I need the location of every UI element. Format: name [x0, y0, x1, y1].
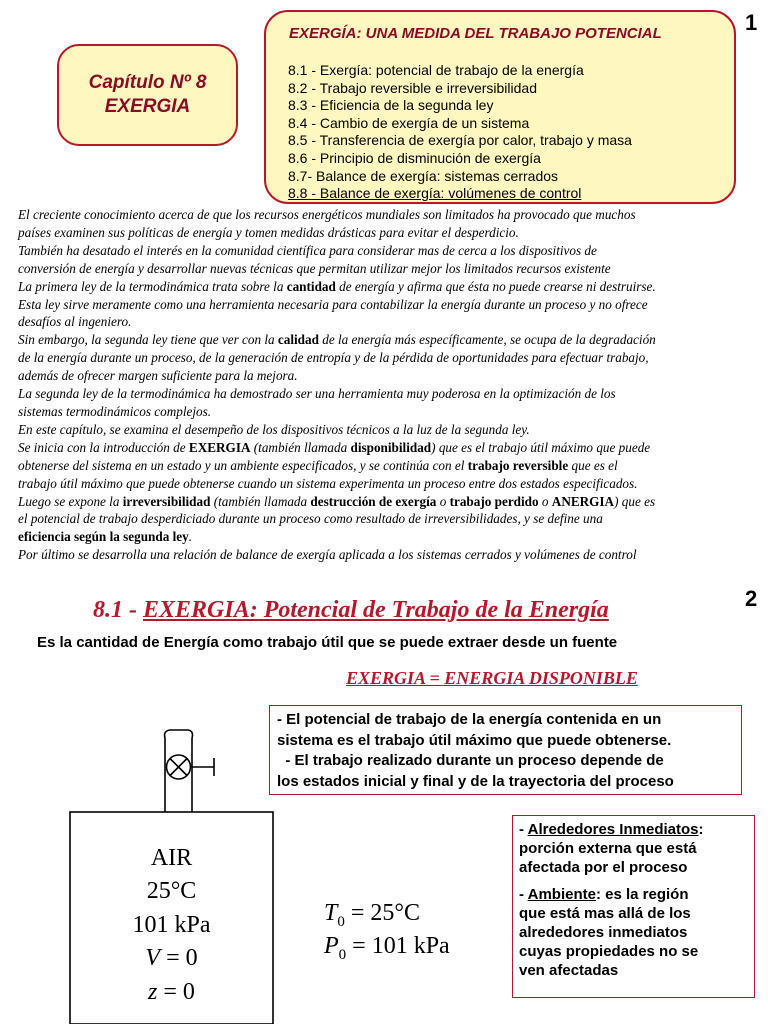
intro-line: El creciente conocimiento acerca de que los recursos energéticos mundiales son limitados ha provocado que muchos [18, 207, 636, 222]
text-run: de energía y afirma que ésta no puede crearse ni destruirse. [335, 278, 656, 294]
term-ambiente: Ambiente [527, 886, 596, 903]
keyword-irreversibilidad: irreversibilidad [122, 493, 211, 509]
text-run: ) que es [614, 493, 656, 509]
text-run: obtenerse del sistema en un estado y un ambiente especificados, y se continúa con el [18, 457, 468, 473]
tank-height [70, 979, 273, 1006]
temperature-symbol: T [324, 900, 338, 926]
subscript: 0 [337, 913, 345, 930]
tank-temperature: 25°C [146, 878, 197, 904]
contents-item: 8.4 - Cambio de exergía de un sistema [288, 114, 530, 131]
contents-item: 8.3 - Eficiencia de la segunda ley [288, 97, 494, 114]
intro-line: Por último se desarrolla una relación de balance de exergía aplicada a los sistemas cerrados y volúmenes de control [18, 547, 637, 563]
contents-item: 8.8 - Balance de exergía: volúmenes de control [288, 185, 582, 202]
box-line: alrededores inmediatos [519, 924, 688, 941]
text-run: Se inicia con la introducción de [18, 439, 189, 455]
page-number-2: 2 [745, 586, 758, 611]
text-run: = 25°C [344, 900, 420, 926]
intro-line: desafíos al ingeniero. [18, 314, 132, 330]
text-run: = 0 [160, 945, 198, 971]
contents-item: 8.6 - Principio de disminución de exergía [288, 149, 541, 166]
chapter-number: Capítulo Nº 8 [88, 72, 207, 93]
contents-item: 8.1 - Exergía: potencial de trabajo de la energía [288, 62, 584, 78]
intro-line: También ha desatado el interés en la comunidad científica para considerar mas de cerca a los dispositivos de [18, 242, 597, 258]
chapter-name: EXERGIA [104, 96, 191, 117]
keyword-trabajo-reversible: trabajo reversible [467, 457, 569, 473]
contents-title: EXERGÍA: UNA MEDIDA DEL TRABAJO POTENCIAL [289, 25, 662, 42]
text-run: . [188, 529, 193, 545]
keyword-cantidad: cantidad [286, 278, 336, 294]
height-symbol: z [148, 979, 158, 1005]
text-run: o [538, 493, 552, 509]
text-run: - [519, 886, 528, 903]
box-line: sistema es el trabajo útil máximo que puede obtenerse. [277, 731, 672, 749]
intro-line: países examinen sus políticas de energía y tomen medidas drásticas para evitar el desperdicio. [18, 224, 519, 240]
pressure-symbol: P [324, 933, 339, 959]
text-run: (también llamada [210, 493, 311, 509]
text-run: que es el [568, 457, 618, 473]
text-run: : es la región [595, 886, 689, 903]
tank-fluid: AIR [150, 845, 193, 871]
text-run: Sin embargo, la segunda ley tiene que ver con la [18, 332, 278, 348]
page-number-1: 1 [745, 10, 758, 35]
contents-item: 8.5 - Transferencia de exergía por calor, trabajo y masa [288, 132, 632, 149]
section-lead: Es la cantidad de Energía como trabajo útil que se puede extraer desde un fuente [37, 634, 618, 651]
keyword-eficiencia: eficiencia según la segunda ley [18, 529, 189, 545]
intro-line: el potencial de trabajo desperdiciado durante un proceso como resultado de irreversibilidades, y se define una [18, 511, 603, 527]
dead-state-pressure [324, 933, 450, 964]
text-run: = 101 kPa [346, 933, 450, 959]
intro-line: además de ofrecer margen suficiente para la mejora. [18, 368, 298, 384]
keyword-calidad: calidad [277, 332, 319, 348]
subscript: 0 [338, 946, 347, 963]
pipe-cap [165, 730, 193, 738]
text-run: La primera ley de la termodinámica trata sobre la [18, 278, 287, 294]
intro-line: conversión de energía y desarrollar nuevas técnicas que permitan utilizar mejor los limitados recursos existente [18, 260, 611, 276]
term-alrededores: Alrededores Inmediatos [527, 821, 699, 838]
contents-item: 8.2 - Trabajo reversible e irreversibilidad [288, 79, 537, 96]
intro-line: La segunda ley de la termodinámica ha demostrado ser una herramienta muy poderosa en la optimización de los [18, 386, 616, 402]
keyword-exergia: EXERGIA [188, 439, 251, 455]
intro-line: En este capítulo, se examina el desempeño de los dispositivos técnicos a la luz de la segunda ley. [18, 421, 530, 437]
intro-line: sistemas termodinámicos complejos. [18, 403, 212, 419]
tank-pressure: 101 kPa [132, 912, 211, 938]
keyword-disponibilidad: disponibilidad [350, 439, 432, 455]
intro-line: trabajo útil máximo que puede obtenerse cuando un sistema experimenta un proceso entre dos estados especificados. [18, 475, 638, 491]
text-run: = 0 [157, 979, 195, 1005]
box-line: los estados inicial y final y de la trayectoria del proceso [277, 772, 674, 790]
box-line: que está mas allá de los [519, 905, 691, 922]
text-run: ) que es el trabajo útil máximo que puede [431, 439, 651, 455]
section-heading: EXERGIA: Potencial de Trabajo de la Energía [143, 597, 609, 623]
intro-line: Esta ley sirve meramente como una herramienta necesaria para contabilizar la energía durante un proceso y no ofrece [18, 296, 648, 312]
keyword-destruccion: destrucción de exergía [310, 493, 437, 509]
text-run: - [519, 821, 528, 838]
keyword-anergia: ANERGIA [551, 493, 615, 509]
section-number: 8.1 - [93, 597, 143, 623]
text-run: de la energía más específicamente, se ocupa de la degradación [318, 332, 656, 348]
box-line: - El potencial de trabajo de la energía contenida en un [277, 711, 662, 728]
box-line: cuyas propiedades no se [519, 943, 699, 960]
exergy-equation: EXERGIA = ENERGIA DISPONIBLE [346, 668, 638, 688]
box-line: afectada por el proceso [519, 859, 688, 876]
text-run: Luego se expone la [18, 493, 123, 509]
box-line: - El trabajo realizado durante un proceso depende de [277, 752, 664, 769]
box-line: porción externa que está [519, 840, 697, 857]
tank-velocity [70, 945, 273, 972]
keyword-trabajo-perdido: trabajo perdido [449, 493, 539, 509]
box-line: ven afectadas [519, 962, 619, 979]
dead-state-temperature [324, 900, 420, 931]
velocity-symbol: V [145, 945, 161, 971]
text-run: : [698, 821, 704, 838]
contents-item: 8.7- Balance de exergía: sistemas cerrados [288, 167, 559, 184]
text-run: (también llamada [250, 439, 351, 455]
text-run: o [436, 493, 450, 509]
intro-line: de la energía durante un proceso, de la generación de entropía y de la pérdida de oportunidades para efectuar trabajo, [18, 350, 649, 366]
